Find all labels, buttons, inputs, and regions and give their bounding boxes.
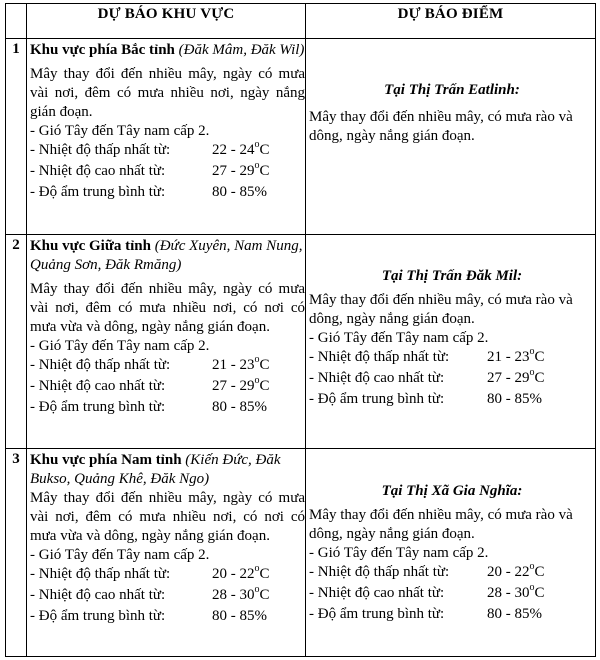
point-tmin [309, 563, 595, 584]
tmin-value: 20 - 22 [487, 564, 530, 580]
tmin-value: 22 - 24 [212, 142, 255, 158]
humidity-value: 80 - 85% [487, 606, 542, 622]
header-index-cell [6, 4, 27, 39]
point-tmax [309, 584, 595, 605]
header-point-forecast: DỰ BÁO ĐIỂM [306, 4, 596, 39]
celsius-unit: C [259, 357, 270, 373]
point-forecast-cell [306, 449, 596, 657]
point-tmax [309, 369, 595, 390]
celsius-unit: C [259, 163, 270, 179]
degree-symbol: o [529, 367, 535, 378]
area-description: Mây thay đổi đến nhiều mây, ngày có mưa vài nơi, đêm có mưa nhiều nơi, có nơi có mưa vừa và dông, ngày nắng gián đoạn. [30, 490, 305, 544]
tmin-label: - Nhiệt độ thấp nhất từ: [309, 564, 450, 580]
table-row [6, 449, 596, 657]
area-name: Khu vực Giữa tỉnh [30, 238, 151, 254]
humidity-value: 80 - 85% [487, 391, 542, 407]
celsius-unit: C [534, 370, 545, 386]
area-tmax [30, 377, 305, 398]
point-forecast-cell [306, 39, 596, 235]
area-tmin [30, 565, 305, 586]
area-title [30, 41, 305, 60]
tmin-value: 21 - 23 [212, 357, 255, 373]
area-description: Mây thay đổi đến nhiều mây, ngày có mưa vài nơi, đêm có mưa nhiều nơi, ngày nắng gián đoạn. [30, 66, 305, 120]
point-description: Mây thay đổi đến nhiều mây, có mưa rào và dông, ngày nắng gián đoạn. [309, 292, 573, 327]
humidity-label: - Độ ẩm trung bình từ: [30, 184, 166, 200]
tmin-label: - Nhiệt độ thấp nhất từ: [30, 142, 171, 158]
degree-symbol: o [529, 561, 535, 572]
area-forecast-cell [27, 449, 306, 657]
tmax-label: - Nhiệt độ cao nhất từ: [309, 370, 445, 386]
row-number: 1 [6, 39, 27, 235]
degree-symbol: o [254, 375, 260, 386]
celsius-unit: C [534, 349, 545, 365]
area-wind: - Gió Tây đến Tây nam cấp 2. [30, 547, 210, 563]
table-header-row [6, 4, 596, 39]
humidity-value: 80 - 85% [212, 184, 267, 200]
tmax-label: - Nhiệt độ cao nhất từ: [30, 587, 166, 603]
tmin-value: 20 - 22 [212, 566, 255, 582]
degree-symbol: o [254, 139, 260, 150]
tmin-value: 21 - 23 [487, 349, 530, 365]
humidity-label: - Độ ẩm trung bình từ: [309, 391, 445, 407]
area-humidity [30, 607, 305, 626]
area-tmin [30, 141, 305, 162]
celsius-unit: C [259, 566, 270, 582]
celsius-unit: C [534, 564, 545, 580]
area-tmax [30, 162, 305, 183]
degree-symbol: o [254, 563, 260, 574]
area-places: (Kiến Đức, Đăk Bukso, Quảng Khê, Đăk Ngo) [30, 452, 281, 487]
area-forecast-cell [27, 39, 306, 235]
area-tmin [30, 356, 305, 377]
point-location-title: Tại Thị Trấn Đăk Mil: [381, 268, 523, 284]
point-location-title: Tại Thị Trấn Eatlinh: [384, 82, 520, 98]
point-tmin [309, 348, 595, 369]
tmax-value: 28 - 30 [212, 587, 255, 603]
humidity-value: 80 - 85% [212, 608, 267, 624]
degree-symbol: o [529, 582, 535, 593]
celsius-unit: C [259, 378, 270, 394]
degree-symbol: o [254, 160, 260, 171]
tmax-value: 28 - 30 [487, 585, 530, 601]
tmin-label: - Nhiệt độ thấp nhất từ: [30, 566, 171, 582]
area-places: (Đăk Mâm, Đăk Wil) [178, 42, 305, 58]
humidity-label: - Độ ẩm trung bình từ: [309, 606, 445, 622]
humidity-value: 80 - 85% [212, 399, 267, 415]
header-area-forecast: DỰ BÁO KHU VỰC [27, 4, 306, 39]
tmax-label: - Nhiệt độ cao nhất từ: [30, 163, 166, 179]
tmax-value: 27 - 29 [212, 163, 255, 179]
point-description: Mây thay đổi đến nhiều mây, có mưa rào và dông, ngày nắng gián đoạn. [309, 507, 573, 542]
celsius-unit: C [534, 585, 545, 601]
point-wind: - Gió Tây đến Tây nam cấp 2. [309, 330, 489, 346]
degree-symbol: o [529, 346, 535, 357]
area-name: Khu vực phía Nam tỉnh [30, 452, 182, 468]
area-forecast-cell [27, 235, 306, 449]
area-places: (Đức Xuyên, Nam Nung, Quảng Sơn, Đăk Rmăng) [30, 238, 303, 273]
humidity-label: - Độ ẩm trung bình từ: [30, 399, 166, 415]
degree-symbol: o [254, 584, 260, 595]
point-wind: - Gió Tây đến Tây nam cấp 2. [309, 545, 489, 561]
point-humidity [309, 390, 595, 409]
humidity-label: - Độ ẩm trung bình từ: [30, 608, 166, 624]
tmax-value: 27 - 29 [212, 378, 255, 394]
area-wind: - Gió Tây đến Tây nam cấp 2. [30, 123, 210, 139]
area-tmax [30, 586, 305, 607]
tmax-label: - Nhiệt độ cao nhất từ: [30, 378, 166, 394]
area-description: Mây thay đổi đến nhiều mây, ngày có mưa vài nơi, đêm có mưa nhiều nơi, có nơi có mưa vừa và dông, ngày nắng gián đoạn. [30, 281, 305, 335]
degree-symbol: o [254, 354, 260, 365]
celsius-unit: C [259, 142, 270, 158]
table-row [6, 235, 596, 449]
table-row [6, 39, 596, 235]
row-number: 2 [6, 235, 27, 449]
row-number: 3 [6, 449, 27, 657]
area-wind: - Gió Tây đến Tây nam cấp 2. [30, 338, 210, 354]
tmax-label: - Nhiệt độ cao nhất từ: [309, 585, 445, 601]
tmin-label: - Nhiệt độ thấp nhất từ: [309, 349, 450, 365]
forecast-table [5, 3, 596, 657]
area-humidity [30, 183, 305, 202]
area-humidity [30, 398, 305, 417]
area-name: Khu vực phía Bắc tỉnh [30, 42, 175, 58]
point-location-title: Tại Thị Xã Gia Nghĩa: [381, 483, 523, 499]
area-title [30, 451, 305, 489]
point-description: Mây thay đổi đến nhiều mây, có mưa rào và dông, ngày nắng gián đoạn. [309, 109, 573, 144]
point-forecast-cell [306, 235, 596, 449]
tmin-label: - Nhiệt độ thấp nhất từ: [30, 357, 171, 373]
area-title [30, 237, 305, 275]
celsius-unit: C [259, 587, 270, 603]
tmax-value: 27 - 29 [487, 370, 530, 386]
point-humidity [309, 605, 595, 624]
